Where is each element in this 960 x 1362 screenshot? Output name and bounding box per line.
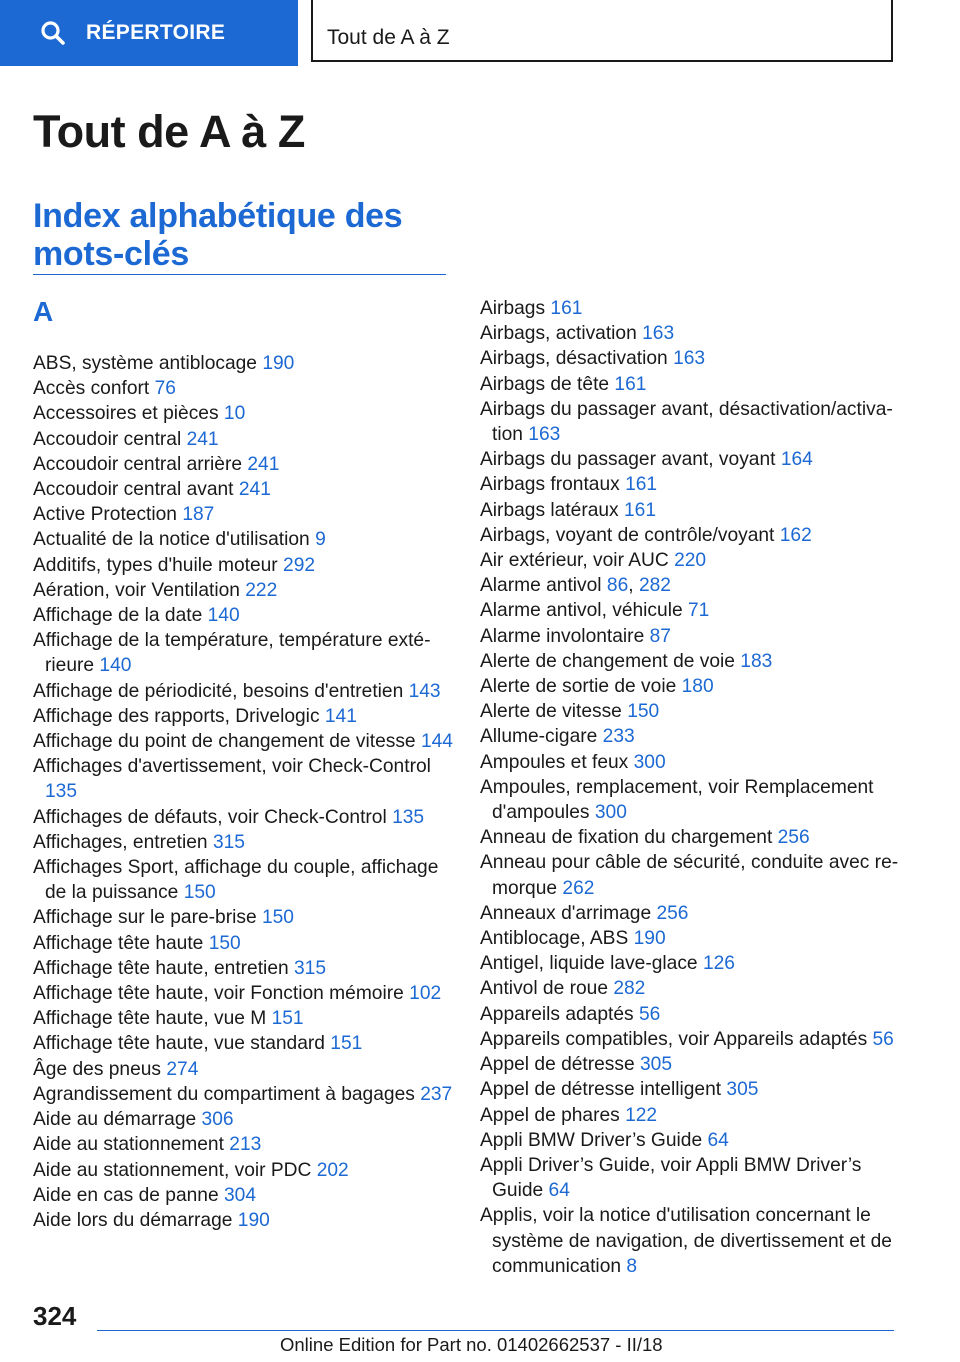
index-term: Affichage du point de changement de vitesse (33, 731, 416, 753)
page-link[interactable]: 71 (687, 600, 710, 622)
index-term: Affichage de périodicité, besoins d'entretien (33, 680, 404, 702)
index-entry (480, 321, 905, 346)
index-term: Active Protection (33, 504, 177, 526)
index-entry (480, 750, 905, 775)
index-entry (33, 956, 453, 981)
index-term: Ampoules, remplacement, voir Remplacement d'ampoules (480, 776, 874, 824)
page-link[interactable]: 102 (409, 983, 442, 1005)
section-tab[interactable]: Tout de A à Z (311, 0, 893, 62)
index-entry (480, 1052, 905, 1077)
page-link[interactable]: 140 (207, 605, 240, 627)
index-entry (33, 452, 453, 477)
page-link[interactable]: 122 (625, 1104, 658, 1126)
index-term: Anneaux d'arrimage (480, 902, 652, 924)
index-entry (480, 447, 905, 472)
index-term: Airbags latéraux (480, 499, 619, 521)
page-link[interactable]: 162 (779, 524, 812, 546)
page-link[interactable]: 164 (780, 449, 813, 471)
index-entry (33, 628, 453, 678)
index-term: Agrandissement du compartiment à bagages (33, 1083, 415, 1105)
index-term: Appareils adaptés (480, 1003, 634, 1025)
page-link[interactable]: 135 (45, 781, 78, 803)
index-entry (480, 346, 905, 371)
index-term: Affichage sur le pare-brise (33, 907, 257, 929)
index-entry (480, 724, 905, 749)
directory-tab[interactable] (0, 0, 298, 66)
index-term: Alarme involontaire (480, 625, 645, 647)
index-term: Antiblocage, ABS (480, 928, 629, 950)
page-link[interactable]: 190 (633, 928, 666, 950)
page-link[interactable]: 163 (673, 348, 706, 370)
index-entry (480, 1002, 905, 1027)
index-term: Airbags, désactivation (480, 348, 668, 370)
page-link[interactable]: 300 (594, 802, 627, 824)
index-term: Aide en cas de panne (33, 1184, 219, 1206)
index-term: Airbags du passager avant, désactivation/activation (480, 398, 893, 446)
index-entry (33, 578, 453, 603)
page-link[interactable]: 315 (212, 831, 245, 853)
footer-text: Online Edition for Part no. 01402662537 - II/18 (280, 1334, 663, 1355)
index-term: Accès confort (33, 378, 150, 400)
page-link[interactable]: 213 (229, 1134, 262, 1156)
index-entry (33, 1082, 453, 1107)
section-letter: A (33, 296, 54, 327)
index-entry (480, 498, 905, 523)
index-entry (33, 704, 453, 729)
index-term: Affichage des rapports, Drivelogic (33, 705, 320, 727)
subtitle-line-2: mots-clés (33, 235, 190, 273)
index-term: Affichage tête haute, entretien (33, 957, 289, 979)
index-entry (480, 598, 905, 623)
index-term: Affichage tête haute (33, 932, 204, 954)
index-entry (480, 901, 905, 926)
index-entry (33, 981, 453, 1006)
index-term: Affichages de défauts, voir Check-Control (33, 806, 387, 828)
index-entry (480, 472, 905, 497)
index-entry (480, 775, 905, 825)
index-entry (33, 553, 453, 578)
index-entry (480, 1077, 905, 1102)
page-link[interactable]: 282 (638, 575, 671, 597)
page-link[interactable]: 305 (726, 1079, 759, 1101)
index-entry (480, 624, 905, 649)
index-entry (33, 477, 453, 502)
footer-divider (97, 1330, 894, 1331)
index-entry (33, 1006, 453, 1031)
page-link[interactable]: 163 (642, 323, 675, 345)
page-link[interactable]: 143 (408, 680, 441, 702)
page-link[interactable]: 161 (624, 499, 657, 521)
index-entry (33, 1158, 453, 1183)
page-subtitle (33, 197, 402, 273)
page-link[interactable]: 306 (201, 1109, 234, 1131)
page-link[interactable]: 202 (316, 1159, 349, 1181)
page-link[interactable]: 86 (606, 575, 629, 597)
index-term: Aide lors du démarrage (33, 1209, 233, 1231)
page-link[interactable]: 282 (613, 978, 646, 1000)
page-link[interactable]: 256 (777, 827, 810, 849)
subtitle-line-1: Index alphabétique des (33, 197, 403, 235)
index-entry (33, 754, 453, 804)
index-term: Affichage tête haute, voir Fonction mémoire (33, 983, 404, 1005)
index-term: Ampoules et feux (480, 751, 629, 773)
page-link[interactable]: 241 (247, 453, 280, 475)
page-link[interactable]: 64 (548, 1180, 570, 1202)
index-entry (33, 1057, 453, 1082)
index-term: Airbags, activation (480, 323, 637, 345)
index-entry (33, 1107, 453, 1132)
index-entry (33, 376, 453, 401)
index-column-left (33, 351, 453, 1233)
index-term: Appel de détresse intelligent (480, 1079, 722, 1101)
index-term: Appel de phares (480, 1104, 620, 1126)
index-term: Anneau pour câble de sécurité, conduite avec remorque (480, 852, 899, 899)
index-entry: Alarme antivol 86, 282 (480, 575, 671, 597)
page-link[interactable]: 151 (271, 1008, 304, 1030)
index-entry (33, 1183, 453, 1208)
page-link[interactable]: 56 (638, 1003, 661, 1025)
subtitle-divider (33, 274, 446, 275)
page-link[interactable]: 150 (261, 907, 294, 929)
page-link[interactable]: 87 (649, 625, 671, 647)
index-entry (33, 401, 453, 426)
index-entry (33, 351, 453, 376)
page-link[interactable]: 141 (324, 705, 357, 727)
index-entry (33, 603, 453, 628)
index-term: Affichage tête haute, vue M (33, 1008, 267, 1030)
index-term: Affichages d'avertissement, voir Check-Control (33, 756, 431, 778)
index-entry (33, 1031, 453, 1056)
index-term: Additifs, types d'huile moteur (33, 554, 278, 576)
page-link[interactable]: 151 (330, 1033, 363, 1055)
index-entry (33, 805, 453, 830)
page-link[interactable]: 233 (602, 726, 635, 748)
page-link[interactable]: 161 (550, 298, 583, 319)
page-link[interactable]: 10 (223, 403, 246, 425)
index-entry (480, 649, 905, 674)
index-term: Airbags frontaux (480, 474, 620, 496)
index-term: Airbags de tête (480, 373, 610, 395)
index-entry (33, 1132, 453, 1157)
index-entry (33, 527, 453, 552)
index-entry (480, 1128, 905, 1153)
page-link[interactable]: 300 (633, 751, 666, 773)
index-term: Air extérieur, voir AUC (480, 550, 669, 572)
page-link[interactable]: 274 (166, 1058, 199, 1080)
page-link[interactable]: 144 (420, 731, 453, 753)
page-link[interactable]: 262 (562, 877, 595, 899)
index-term: Affichage de la date (33, 605, 203, 627)
page-link[interactable]: 180 (681, 676, 714, 698)
page-link[interactable]: 150 (183, 882, 216, 904)
index-term: Airbags, voyant de contrôle/voyant (480, 524, 775, 546)
index-entry (480, 372, 905, 397)
index-term: Alarme antivol, véhicule (480, 600, 683, 622)
index-term: Actualité de la notice d'utilisation (33, 529, 310, 551)
search-icon (40, 20, 66, 46)
index-term: Affichage tête haute, vue standard (33, 1033, 325, 1055)
index-entry (480, 825, 905, 850)
index-column-right (480, 296, 905, 1279)
page-link[interactable]: 190 (237, 1209, 270, 1231)
page-link[interactable]: 8 (626, 1255, 638, 1277)
page-link[interactable]: 163 (528, 424, 561, 446)
index-term: Appareils compatibles, voir Appareils adaptés (480, 1028, 868, 1050)
index-entry (480, 1153, 905, 1203)
index-term: Alarme antivol (480, 575, 602, 597)
index-term: Âge des pneus (33, 1058, 162, 1080)
index-term: Airbags (480, 298, 546, 319)
page-link[interactable]: 140 (99, 655, 132, 677)
index-entry (33, 931, 453, 956)
index-entry (33, 855, 453, 905)
index-term: Aération, voir Ventilation (33, 579, 240, 601)
page-link[interactable]: 304 (223, 1184, 256, 1206)
index-term: Appli Driver’s Guide, voir Appli BMW Driver’s Guide (480, 1154, 862, 1202)
index-entry (33, 427, 453, 452)
page-title: Tout de A à Z (33, 106, 305, 157)
index-term: Accessoires et pièces (33, 403, 219, 425)
page-link[interactable]: 241 (186, 428, 219, 450)
index-term: Antigel, liquide lave-glace (480, 953, 698, 975)
page-link[interactable]: 64 (707, 1129, 729, 1151)
page-link[interactable]: 150 (627, 701, 660, 723)
page-number: 324 (33, 1301, 77, 1331)
index-entry (480, 397, 905, 447)
index-term: ABS, système antiblocage (33, 353, 257, 374)
page-link[interactable]: 222 (245, 579, 278, 601)
index-term: Accoudoir central (33, 428, 182, 450)
index-entry (33, 905, 453, 930)
page-link[interactable]: 256 (656, 902, 689, 924)
index-term: Antivol de roue (480, 978, 608, 1000)
index-term: Alerte de changement de voie (480, 650, 735, 672)
page-link[interactable]: 315 (294, 957, 327, 979)
index-term: Anneau de fixation du chargement (480, 827, 773, 849)
page-link[interactable]: 161 (614, 373, 647, 395)
index-term: Accoudoir central arrière (33, 453, 243, 475)
page-link[interactable]: 190 (262, 353, 295, 374)
index-entry (480, 850, 905, 900)
page-link[interactable]: 150 (208, 932, 241, 954)
page-link[interactable]: 241 (238, 479, 271, 501)
index-term: Airbags du passager avant, voyant (480, 449, 776, 471)
index-term: Affichage de la température, température extérieure (33, 630, 431, 677)
index-entry (480, 296, 905, 321)
index-entry (480, 976, 905, 1001)
index-entry (480, 1027, 905, 1052)
index-entry (480, 1103, 905, 1128)
page-link[interactable]: 126 (702, 953, 735, 975)
index-term: Aide au démarrage (33, 1109, 197, 1131)
index-term: Applis, voir la notice d'utilisation concernant le système de navigation, de divertissement et de communication (480, 1205, 892, 1277)
page-link[interactable]: 76 (154, 378, 176, 400)
directory-label: RÉPERTOIRE (86, 21, 226, 44)
index-entry (480, 523, 905, 548)
page-link[interactable]: 187 (182, 504, 215, 526)
index-term: Appel de détresse (480, 1054, 635, 1076)
index-entry (33, 679, 453, 704)
index-entry (480, 548, 905, 573)
page-link[interactable]: 161 (625, 474, 658, 496)
page-link[interactable]: 135 (392, 806, 425, 828)
index-entry (480, 926, 905, 951)
page-link[interactable]: 305 (640, 1054, 673, 1076)
index-term: Alerte de sortie de voie (480, 676, 677, 698)
index-term: Appli BMW Driver’s Guide (480, 1129, 703, 1151)
index-term: Affichages Sport, affichage du couple, affichage de la puissance (33, 857, 439, 904)
page-link[interactable]: 56 (872, 1028, 894, 1050)
index-entry (33, 830, 453, 855)
page-link[interactable]: 292 (283, 554, 316, 576)
index-term: Accoudoir central avant (33, 479, 234, 501)
index-entry (480, 699, 905, 724)
page-link[interactable]: 220 (674, 550, 707, 572)
index-entry (480, 1203, 905, 1279)
index-entry (33, 502, 453, 527)
page-link[interactable]: 183 (740, 650, 773, 672)
index-term: Affichages, entretien (33, 831, 208, 853)
index-entry (480, 674, 905, 699)
page-link[interactable]: 9 (315, 529, 326, 551)
index-term: Allume-cigare (480, 726, 598, 748)
index-term: Aide au stationnement, voir PDC (33, 1159, 312, 1181)
index-term: Aide au stationnement (33, 1134, 224, 1156)
index-term: Alerte de vitesse (480, 701, 622, 723)
index-entry (33, 1208, 453, 1233)
page-link[interactable]: 237 (420, 1083, 453, 1105)
index-entry (33, 729, 453, 754)
index-entry (480, 951, 905, 976)
